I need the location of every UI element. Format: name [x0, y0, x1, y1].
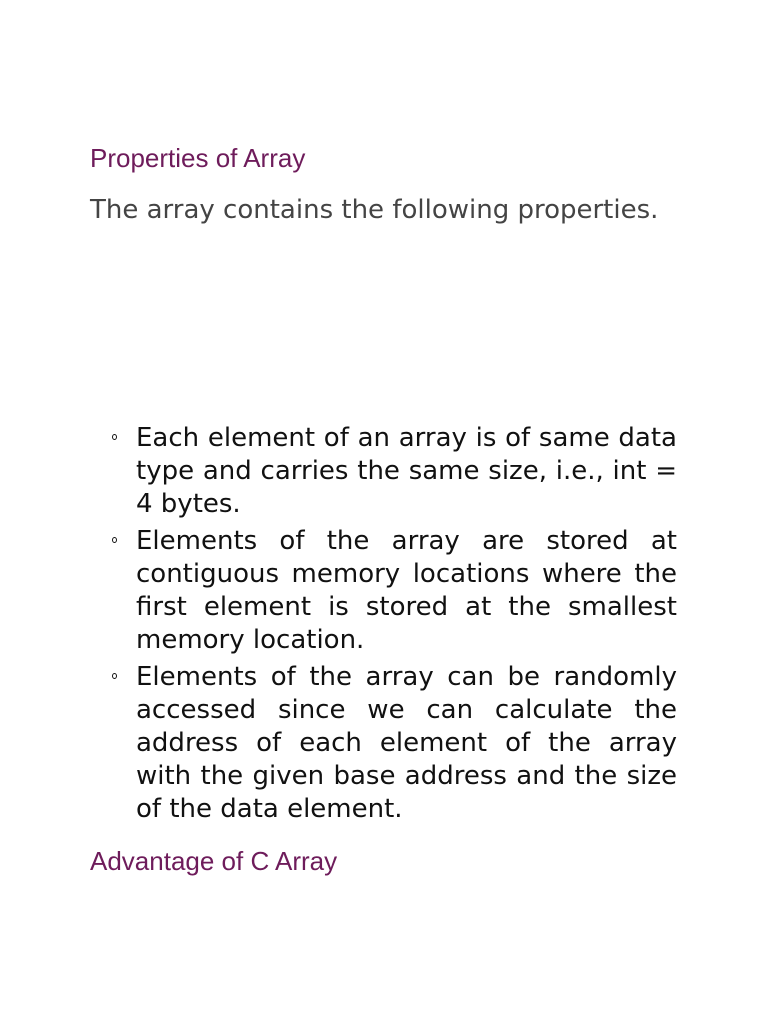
list-item-text: Each element of an array is of same data type and carries the same size, i.e., int = 4 bytes. — [136, 423, 677, 519]
list-item — [90, 661, 677, 826]
properties-heading: Properties of Array — [90, 143, 306, 173]
advantage-heading: Advantage of C Array — [90, 846, 338, 876]
properties-list — [90, 422, 677, 830]
list-item-text: Elements of the array can be randomly accessed since we can calculate the address of each element of the array with the given base address and the size of the data element. — [136, 662, 677, 824]
circle-bullet-icon — [112, 434, 117, 440]
intro-paragraph: The array contains the following properties. — [90, 195, 659, 225]
circle-bullet-icon — [112, 673, 117, 679]
list-item — [90, 525, 677, 657]
list-item — [90, 422, 677, 521]
circle-bullet-icon — [112, 537, 117, 543]
list-item-text: Elements of the array are stored at contiguous memory locations where the first element is stored at the smallest memory location. — [136, 526, 677, 655]
